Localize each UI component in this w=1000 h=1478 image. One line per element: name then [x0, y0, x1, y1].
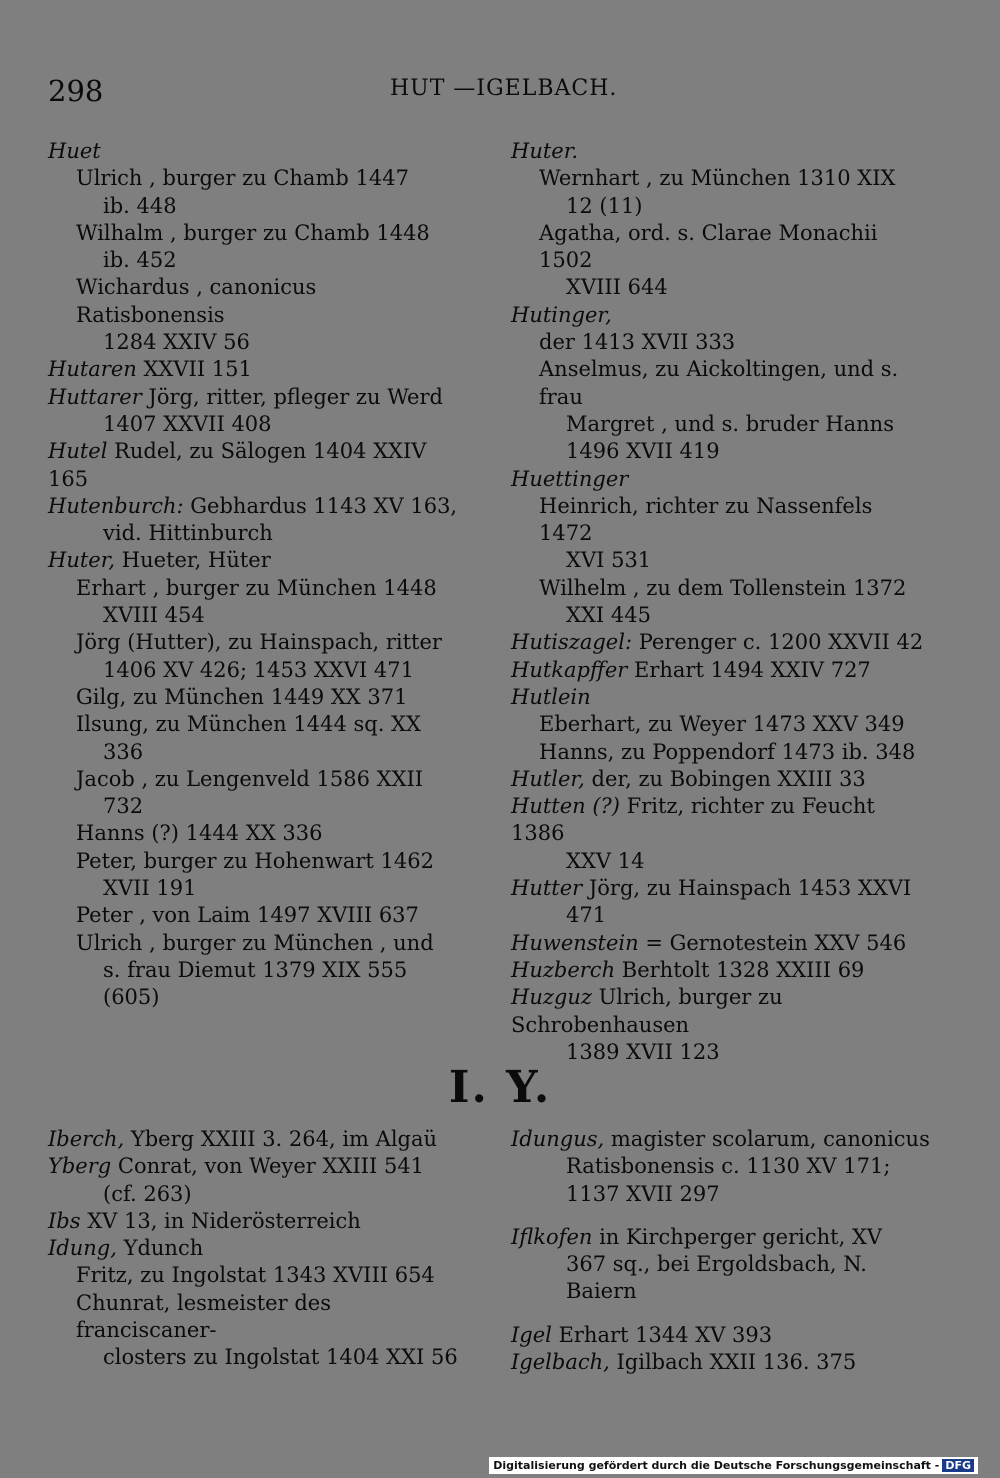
- running-head: HUT —IGELBACH.: [390, 76, 618, 101]
- entry-text: Gilg, zu München 1449 XX 371: [76, 684, 408, 709]
- entry-text: XXI 445: [566, 603, 651, 628]
- entry-text: Ulrich , burger zu Chamb 1447: [76, 166, 409, 191]
- index-entry-line: [48, 1181, 468, 1208]
- index-entry-line: [511, 711, 931, 738]
- entry-text: Hueter, Hüter: [115, 548, 271, 573]
- index-headword-line: [48, 356, 468, 383]
- index-headword-line: [511, 957, 931, 984]
- index-entry-line: [511, 1251, 931, 1306]
- entry-text: Wilhelm , zu dem Tollenstein 1372: [539, 575, 907, 600]
- entry-text: Wernhart , zu München 1310 XIX: [539, 166, 896, 191]
- index-entry-line: [48, 902, 468, 929]
- entry-gap: [511, 1306, 931, 1322]
- index-headword-line: [511, 766, 931, 793]
- index-headword-line: [511, 1349, 931, 1376]
- index-entry-line: [48, 739, 468, 766]
- headword: Huzberch: [511, 957, 616, 982]
- headword: Hutiszagel:: [511, 630, 633, 655]
- headword: Huwenstein: [511, 930, 639, 955]
- index-entry-line: [48, 711, 468, 738]
- entry-text: (cf. 263): [103, 1181, 192, 1206]
- entry-text: Ydunch: [116, 1236, 204, 1261]
- entry-text: closters zu Ingolstat 1404 XXI 56: [103, 1345, 458, 1370]
- entry-text: magister scolarum, canonicus: [604, 1127, 930, 1151]
- headword: Iflkofen: [511, 1224, 593, 1249]
- entry-text: Ratisbonensis c. 1130 XV 171;: [566, 1154, 891, 1179]
- entry-text: ib. 452: [103, 248, 177, 273]
- index-entry-line: [48, 984, 468, 1011]
- headword: Hutaren: [48, 357, 137, 382]
- headword: Hutkapffer: [511, 657, 628, 682]
- entry-text: Agatha, ord. s. Clarae Monachii 1502: [539, 220, 878, 273]
- entry-text: Perenger c. 1200 XXVII 42: [632, 630, 924, 655]
- index-entry-line: [511, 493, 931, 548]
- dfg-logo: DFG: [942, 1459, 974, 1472]
- entry-text: 1406 XV 426; 1453 XXVI 471: [103, 657, 414, 682]
- index-headword-line: [511, 138, 931, 165]
- index-entry-line: [48, 793, 468, 820]
- entry-text: Berhtolt 1328 XXIII 69: [615, 957, 865, 982]
- index-entry-line: [48, 193, 468, 220]
- entry-text: Wilhalm , burger zu Chamb 1448: [76, 220, 430, 245]
- index-entry-line: [48, 1262, 468, 1289]
- entry-text: Wichardus , canonicus Ratisbonensis: [76, 275, 317, 327]
- entry-text: XV 13, in Niderösterreich: [80, 1208, 361, 1233]
- index-headword-line: [48, 438, 468, 493]
- entry-text: Jörg, ritter, pfleger zu Werd: [141, 384, 443, 409]
- index-entry-line: [48, 411, 468, 438]
- entry-text: Erhart 1344 XV 393: [551, 1322, 773, 1347]
- entry-text: 1496 XVII 419: [566, 439, 720, 464]
- entry-text: 1389 XVII 123: [566, 1039, 720, 1064]
- headword: Huettinger: [511, 466, 629, 491]
- headword: Hutler,: [511, 766, 585, 791]
- index-entry-line: [511, 356, 931, 411]
- headword: Huzguz: [511, 985, 592, 1010]
- entry-text: 732: [103, 794, 144, 819]
- index-headword-line: [48, 1126, 468, 1153]
- headword: Yberg: [48, 1154, 112, 1179]
- index-entry-line: [511, 1153, 931, 1180]
- index-entry-line: [48, 247, 468, 274]
- headword: Hutten (?): [511, 794, 620, 819]
- entry-text: Heinrich, richter zu Nassenfels 1472: [539, 493, 873, 546]
- index-entry-line: [48, 575, 468, 602]
- entry-text: Fritz, richter zu Feucht 1386: [511, 794, 875, 846]
- entry-text: ib. 448: [103, 193, 177, 218]
- index-entry-line: [511, 329, 931, 356]
- entry-text: Jörg, zu Hainspach 1453 XXVI: [582, 876, 912, 901]
- index-entry-line: [48, 329, 468, 356]
- entry-text: Hanns (?) 1444 XX 336: [76, 821, 323, 846]
- index-headword-line: [48, 1235, 468, 1262]
- entry-text: (605): [103, 985, 160, 1010]
- index-entry-line: [48, 930, 468, 957]
- entry-text: der 1413 XVII 333: [539, 330, 736, 355]
- entry-text: Peter , von Laim 1497 XVIII 637: [76, 903, 419, 928]
- index-entry-line: [48, 165, 468, 192]
- index-headword-line: [511, 1126, 931, 1153]
- section-heading: I. Y.: [448, 1062, 552, 1113]
- entry-text: 471: [566, 903, 607, 928]
- index-entry-line: [48, 684, 468, 711]
- index-entry-line: [48, 629, 468, 656]
- index-entry-line: [511, 575, 931, 602]
- index-headword-line: [511, 302, 931, 329]
- upper-left-column: [48, 138, 468, 1012]
- entry-text: 1407 XXVII 408: [103, 411, 272, 436]
- headword: Igelbach,: [511, 1350, 610, 1375]
- headword: Huter,: [48, 548, 116, 573]
- entry-text: vid. Hittinburch: [103, 521, 273, 546]
- entry-text: 1284 XXIV 56: [103, 330, 250, 355]
- index-entry-line: [48, 602, 468, 629]
- index-headword-line: [511, 629, 931, 656]
- entry-text: Margret , und s. bruder Hanns: [566, 411, 894, 436]
- index-headword-line: [511, 466, 931, 493]
- index-entry-line: [48, 1290, 468, 1345]
- index-entry-line: [48, 1344, 468, 1371]
- index-headword-line: [511, 684, 931, 711]
- index-entry-line: [511, 848, 931, 875]
- page-number: 298: [48, 74, 104, 108]
- headword: Hutlein: [511, 684, 591, 709]
- lower-left-column: [48, 1126, 468, 1372]
- index-entry-line: [511, 220, 931, 275]
- headword: Hutenburch:: [48, 493, 184, 518]
- headword: Hutter: [511, 876, 583, 901]
- index-entry-line: [48, 957, 468, 984]
- index-entry-line: [48, 848, 468, 875]
- index-entry-line: [48, 220, 468, 247]
- entry-text: XXV 14: [566, 848, 645, 873]
- index-entry-line: [511, 193, 931, 220]
- entry-text: XVIII 454: [103, 603, 205, 628]
- entry-text: Hanns, zu Poppendorf 1473 ib. 348: [539, 739, 916, 764]
- index-headword-line: [511, 875, 931, 902]
- headword: Idungus,: [511, 1127, 605, 1151]
- entry-text: Yberg XXIII 3. 264, im Algaü: [124, 1127, 438, 1151]
- index-entry-line: [48, 520, 468, 547]
- entry-text: in Kirchperger gericht, XV: [592, 1224, 883, 1249]
- headword: Iberch,: [48, 1127, 125, 1151]
- entry-text: Ulrich, burger zu Schrobenhausen: [511, 985, 783, 1037]
- index-entry-line: [511, 438, 931, 465]
- entry-text: 367 sq., bei Ergoldsbach, N. Baiern: [566, 1252, 867, 1304]
- entry-text: Eberhart, zu Weyer 1473 XXV 349: [539, 712, 905, 737]
- index-entry-line: [511, 602, 931, 629]
- entry-text: Rudel, zu Sälogen 1404 XXIV 165: [48, 439, 427, 491]
- entry-text: Fritz, zu Ingolstat 1343 XVIII 654: [76, 1263, 435, 1288]
- entry-text: Erhart 1494 XXIV 727: [627, 657, 871, 682]
- index-entry-line: [48, 274, 468, 329]
- digitization-credit: [489, 1457, 978, 1474]
- index-entry-line: [48, 875, 468, 902]
- index-entry-line: [511, 411, 931, 438]
- index-headword-line: [48, 1208, 468, 1235]
- index-entry-line: [511, 902, 931, 929]
- entry-text: Conrat, von Weyer XXIII 541: [111, 1154, 425, 1179]
- index-entry-line: [48, 820, 468, 847]
- index-entry-line: [511, 547, 931, 574]
- entry-text: Anselmus, zu Aickoltingen, und s. frau: [539, 357, 899, 409]
- entry-text: Igilbach XXII 136. 375: [609, 1350, 857, 1375]
- entry-text: Ulrich , burger zu München , und: [76, 930, 434, 955]
- entry-text: Ilsung, zu München 1444 sq. XX: [76, 712, 421, 737]
- entry-text: XXVII 151: [136, 357, 252, 382]
- headword: Hutel: [48, 439, 108, 464]
- entry-text: = Gernotestein XXV 546: [638, 930, 907, 955]
- index-headword-line: [48, 138, 468, 165]
- index-headword-line: [511, 657, 931, 684]
- index-entry-line: [511, 739, 931, 766]
- entry-text: der, zu Bobingen XXIII 33: [584, 766, 866, 791]
- index-entry-line: [48, 657, 468, 684]
- credit-text: Digitalisierung gefördert durch die Deutsche Forschungsgemeinschaft -: [493, 1459, 940, 1472]
- index-entry-line: [511, 274, 931, 301]
- headword: Idung,: [48, 1236, 117, 1261]
- entry-text: Erhart , burger zu München 1448: [76, 575, 437, 600]
- entry-text: Peter, burger zu Hohenwart 1462: [76, 848, 434, 873]
- index-headword-line: [48, 1153, 468, 1180]
- index-headword-line: [511, 930, 931, 957]
- headword: Igel: [511, 1322, 552, 1347]
- entry-text: XVII 191: [103, 876, 197, 901]
- index-headword-line: [48, 384, 468, 411]
- entry-text: XVIII 644: [566, 275, 668, 300]
- index-entry-line: [511, 1181, 931, 1208]
- entry-text: s. frau Diemut 1379 XIX 555: [103, 957, 408, 982]
- entry-text: 1137 XVII 297: [566, 1181, 720, 1206]
- entry-text: Jörg (Hutter), zu Hainspach, ritter: [76, 630, 442, 655]
- headword: Huttarer: [48, 384, 142, 409]
- index-headword-line: [511, 793, 931, 848]
- index-headword-line: [511, 1224, 931, 1251]
- index-headword-line: [511, 984, 931, 1039]
- index-headword-line: [511, 1322, 931, 1349]
- entry-text: XVI 531: [566, 548, 652, 573]
- entry-text: 336: [103, 739, 144, 764]
- headword: Ibs: [48, 1208, 81, 1233]
- headword: Hutinger,: [511, 302, 612, 327]
- entry-gap: [511, 1208, 931, 1224]
- entry-text: Chunrat, lesmeister des franciscaner-: [76, 1290, 331, 1343]
- index-entry-line: [48, 766, 468, 793]
- lower-right-column: [511, 1126, 931, 1376]
- headword: Huet: [48, 139, 101, 163]
- upper-right-column: [511, 138, 931, 1066]
- entry-text: 12 (11): [566, 193, 643, 218]
- index-headword-line: [48, 493, 468, 520]
- entry-text: Gebhardus 1143 XV 163,: [183, 493, 458, 518]
- entry-text: Jacob , zu Lengenveld 1586 XXII: [76, 766, 424, 791]
- index-headword-line: [48, 547, 468, 574]
- index-entry-line: [511, 165, 931, 192]
- headword: Huter.: [511, 139, 579, 163]
